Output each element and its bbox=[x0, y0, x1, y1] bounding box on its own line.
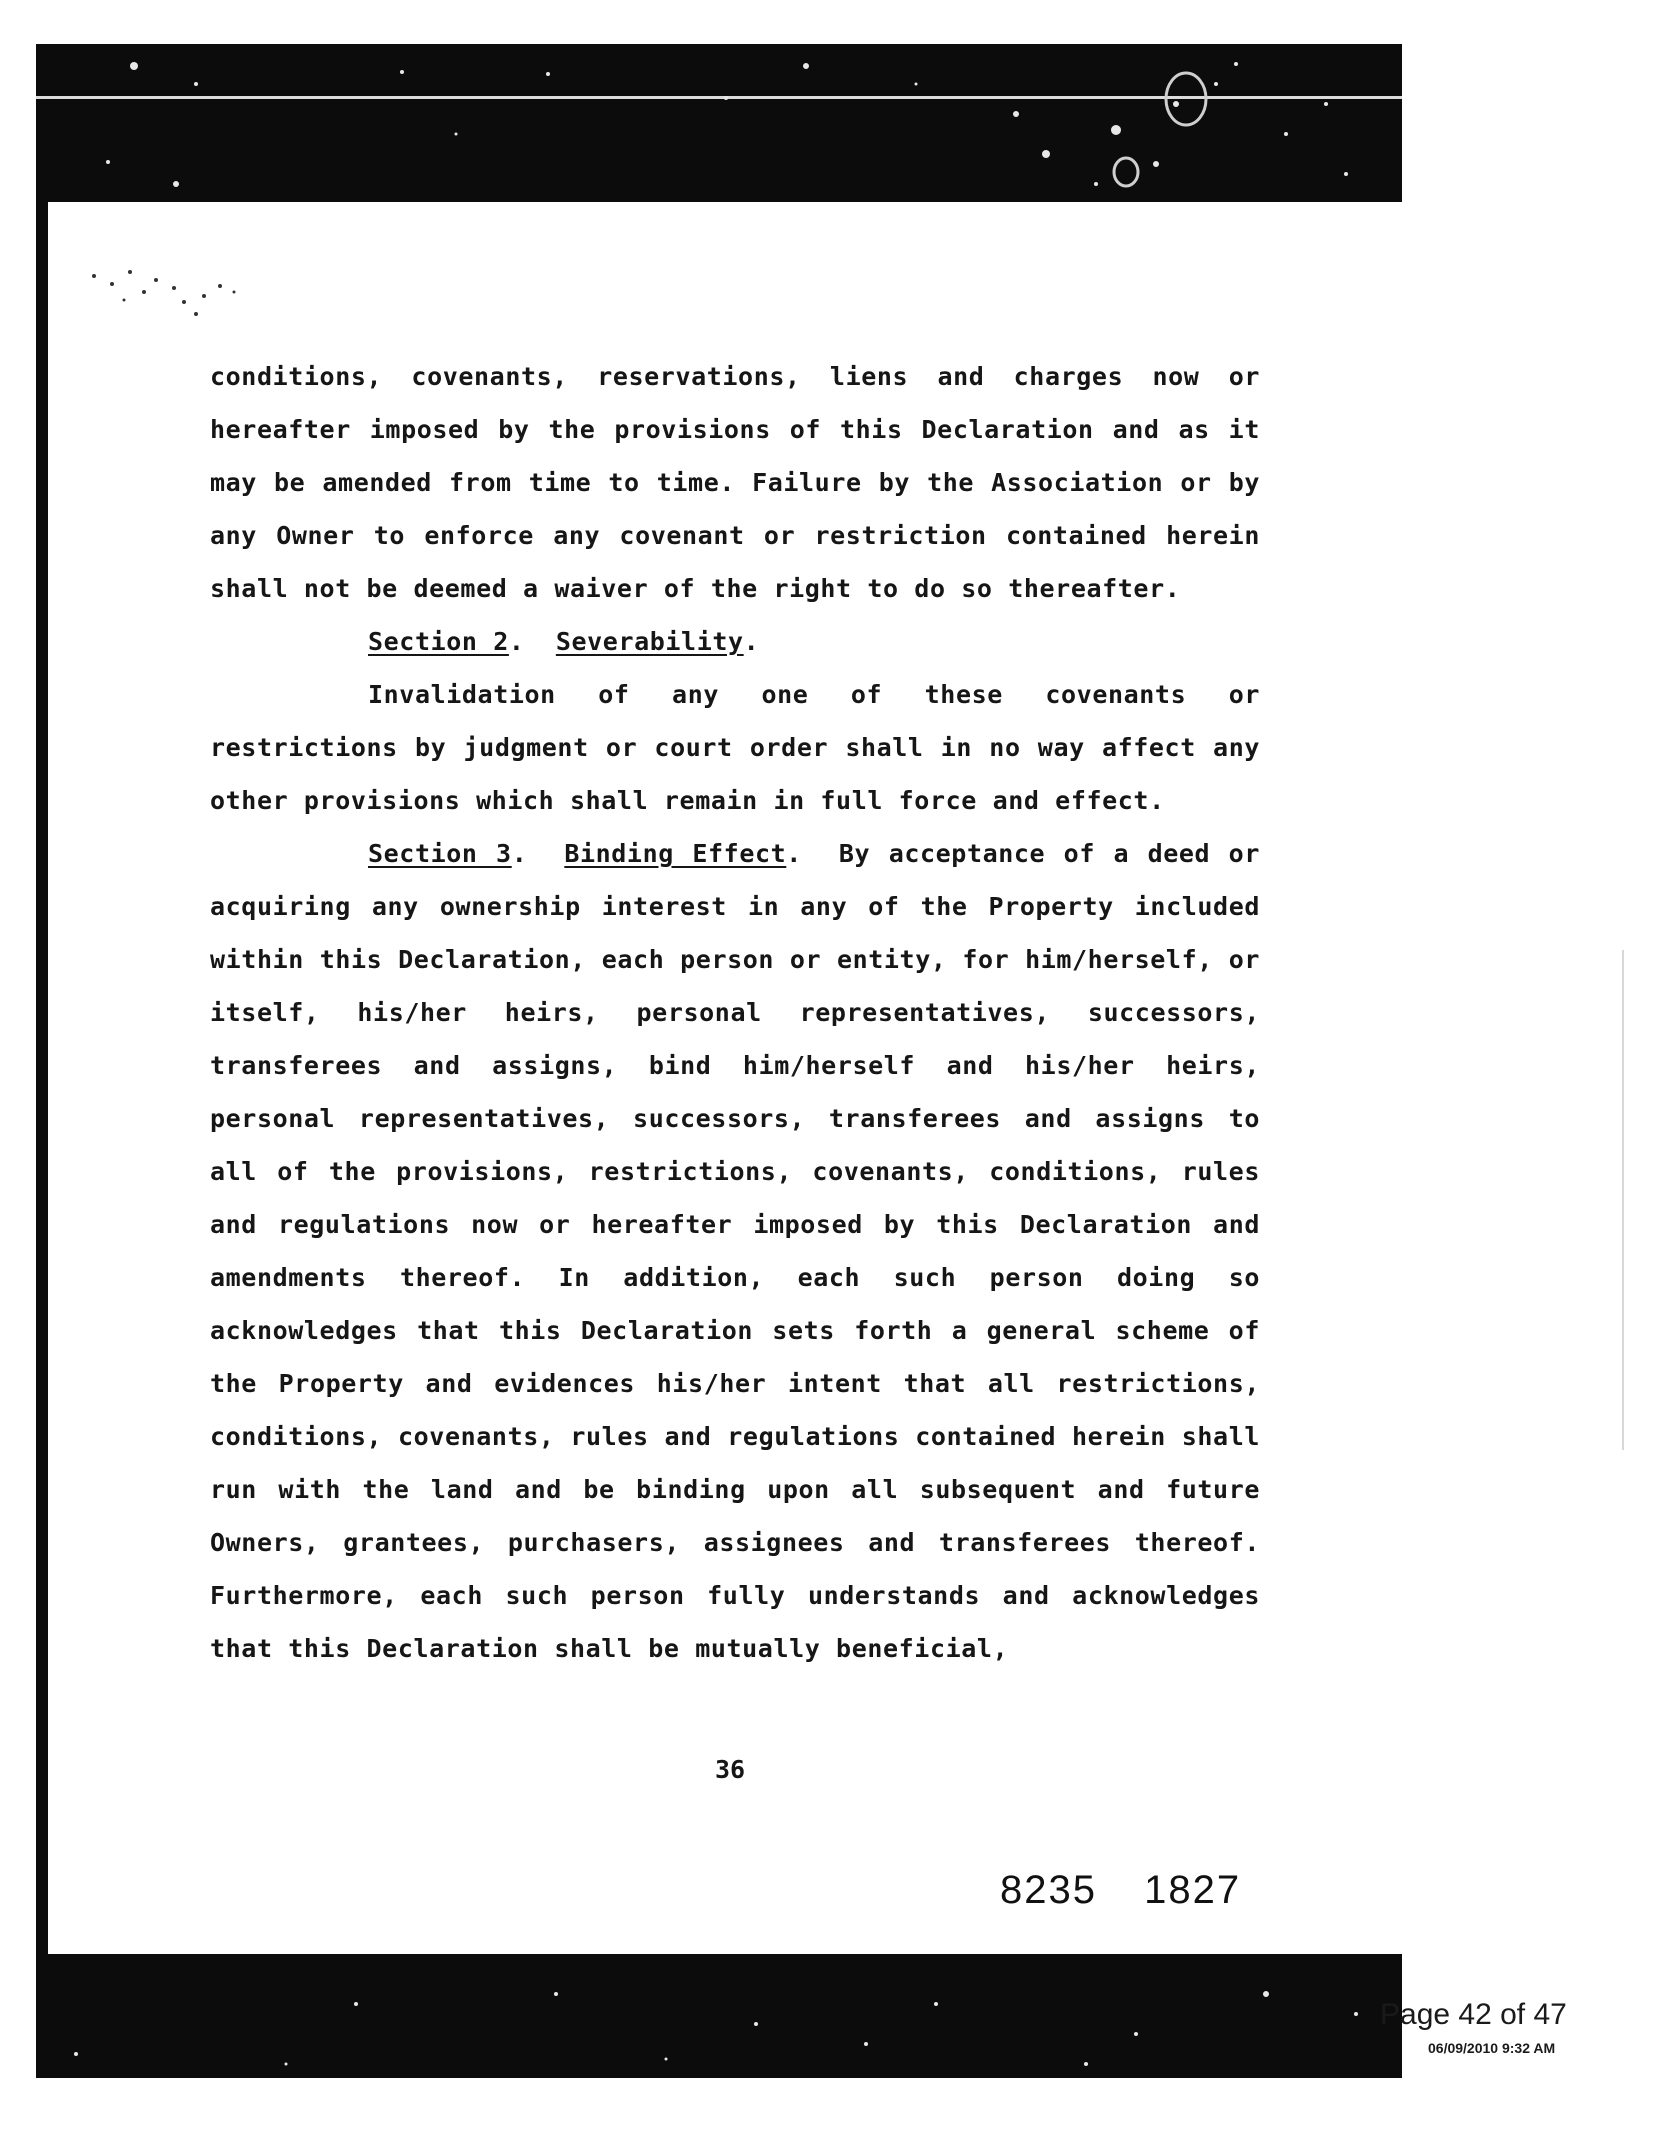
section-label: Section 3 bbox=[368, 839, 512, 868]
section-label: Section 2 bbox=[368, 627, 509, 656]
section-title-period: . bbox=[743, 627, 760, 656]
paragraph-text: Invalidation of any one of these covenants or restrictions by judgment or court order shall in no way affect any other provisions which shall remain in full force and effect. bbox=[210, 680, 1260, 815]
paragraph-severability bbox=[210, 668, 1260, 827]
section-binding-effect bbox=[210, 827, 1260, 1675]
paragraph-text: conditions, covenants, reservations, liens and charges now or hereafter imposed by the provisions of this Declaration and as it may be amended from time to time. Failure by the Association or by any Owner to enforce any covenant or restriction contained herein shall not be deemed a waiver of the right to do so thereafter. bbox=[210, 362, 1260, 603]
section-title: Severability bbox=[555, 627, 744, 656]
section-title: Binding Effect bbox=[564, 839, 787, 868]
document-body bbox=[210, 350, 1260, 1675]
section-title-period: . bbox=[786, 839, 839, 868]
book-page-stamp: 8235 1827 bbox=[1000, 1868, 1242, 1912]
page-number: 36 bbox=[714, 1755, 746, 1784]
page-indicator: Page 42 of 47 bbox=[1380, 1998, 1567, 2031]
section-label-period: . bbox=[511, 839, 565, 868]
paragraph-continuation bbox=[210, 350, 1260, 615]
paragraph-text: By acceptance of a deed or acquiring any ownership interest in any of the Property included within this Declaration, each person or entity, for him/herself, or itself, his/her heirs, personal representatives, successors, transferees and assigns, bind him/herself and his/her heirs, personal representatives, successors, transferees and assigns to all of the provisions, restrictions, covenants, conditions, rules and regulations now or hereafter imposed by this Declaration and amendments thereof. In addition, each such person doing so acknowledges that this Declaration sets forth a general scheme of the Property and evidences his/her intent that all restrictions, conditions, covenants, rules and regulations contained herein shall run with the land and be binding upon all subsequent and future Owners, grantees, purchasers, assignees and transferees thereof. Furthermore, each such person fully understands and acknowledges that this Declaration shall be mutually beneficial, bbox=[210, 839, 1260, 1663]
scan-rule-line bbox=[36, 96, 1402, 99]
section-label-period: . bbox=[508, 627, 556, 656]
print-timestamp: 06/09/2010 9:32 AM bbox=[1428, 2040, 1556, 2056]
paper-specks bbox=[84, 262, 244, 332]
scan-edge-mark bbox=[1622, 950, 1624, 1450]
section-heading-severability bbox=[210, 615, 1260, 668]
